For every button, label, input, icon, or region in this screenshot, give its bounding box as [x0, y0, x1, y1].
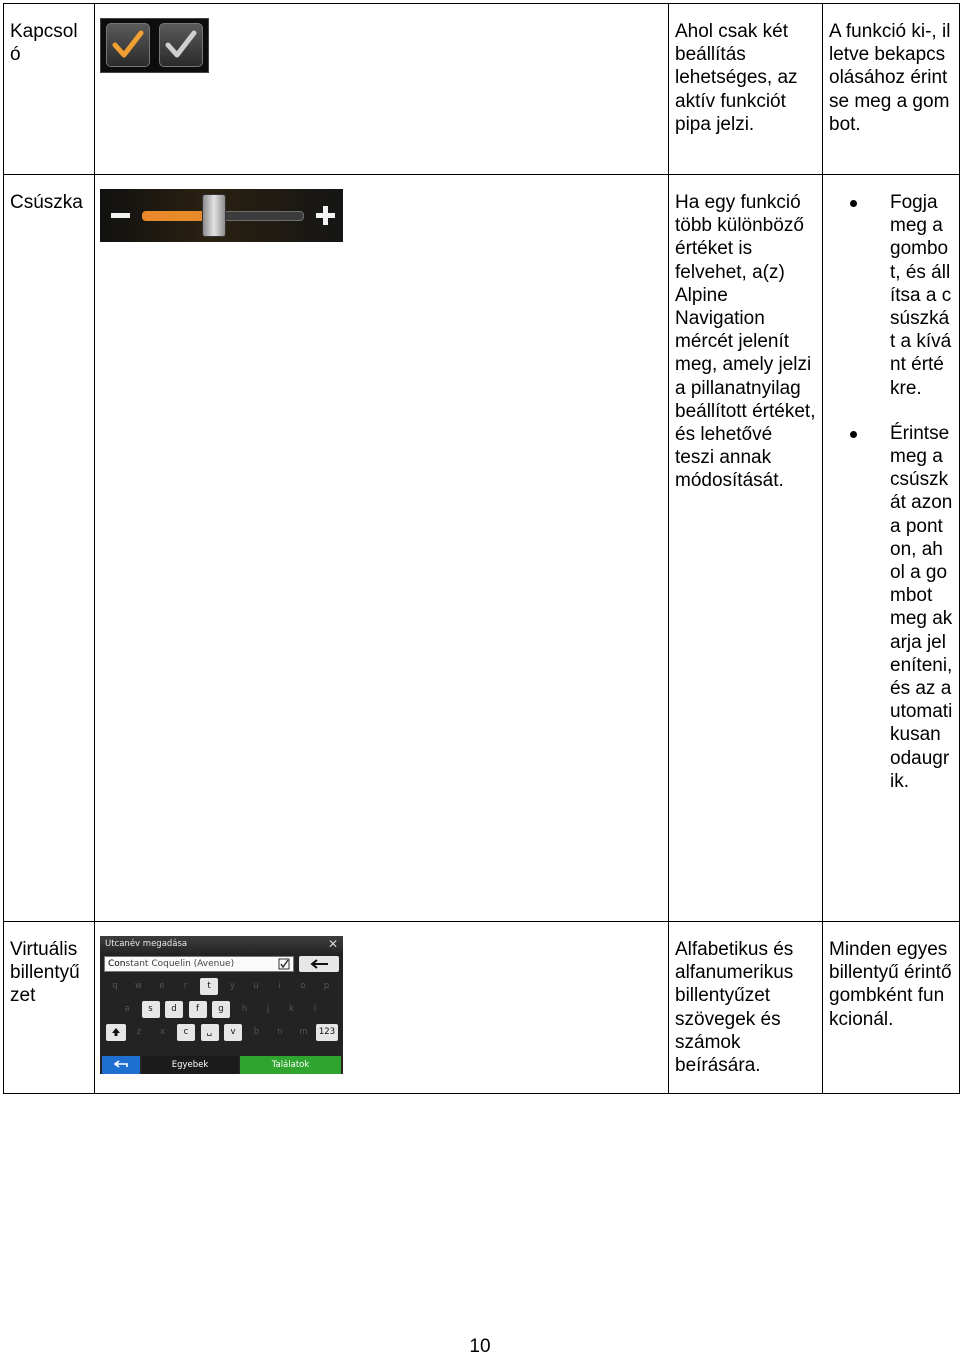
key-q[interactable]: q	[112, 981, 118, 991]
key-j[interactable]: j	[266, 1004, 270, 1014]
accept-check-icon[interactable]	[278, 958, 290, 970]
other-button[interactable]: Egyebek	[142, 1056, 238, 1074]
typed-text: Con	[108, 959, 126, 969]
backspace-arrow-icon	[309, 959, 329, 969]
shift-key[interactable]	[106, 1024, 126, 1041]
back-button[interactable]	[102, 1056, 140, 1074]
key-a[interactable]: a	[124, 1004, 130, 1014]
keyboard-title: Utcanév megadása	[100, 936, 343, 953]
key-t[interactable]: t	[200, 978, 218, 995]
back-arrow-icon	[113, 1060, 129, 1070]
key-r[interactable]: r	[183, 981, 188, 991]
toggle-checkbox-pair[interactable]	[100, 18, 209, 73]
table-row-toggle	[4, 4, 960, 175]
page-number: 10	[469, 1336, 491, 1357]
usage-bullet: Érintse meg a csúszkát azon a ponton, ahol a gombot meg akarja jeleníteni, és az automatikusan odaugrik.	[829, 422, 953, 793]
minus-icon[interactable]	[111, 213, 130, 218]
control-name: Virtuális billentyűzet	[4, 922, 95, 1094]
key-g[interactable]: g	[212, 1001, 230, 1018]
key-n[interactable]: n	[277, 1027, 283, 1037]
key-s[interactable]: s	[142, 1001, 160, 1018]
control-usage	[823, 175, 960, 922]
control-description: Ahol csak két beállítás lehetséges, az aktív funkciót pipa jelzi.	[669, 4, 823, 175]
checkbox-unchecked[interactable]	[159, 23, 203, 67]
key-o[interactable]: o	[300, 981, 306, 991]
street-input-text	[108, 957, 234, 971]
checkbox-checked[interactable]	[106, 23, 150, 67]
key-m[interactable]: m	[299, 1027, 308, 1037]
key-v[interactable]: v	[224, 1024, 242, 1041]
street-input[interactable]	[104, 956, 294, 972]
toggle-image-cell	[95, 4, 669, 175]
control-name: Kapcsoló	[4, 4, 95, 175]
key-d[interactable]: d	[165, 1001, 183, 1018]
table-row-keyboard	[4, 922, 960, 1094]
key-b[interactable]: b	[253, 1027, 260, 1037]
plus-icon-vertical	[323, 206, 328, 225]
close-icon[interactable]: ✕	[327, 937, 338, 951]
table-row-slider	[4, 175, 960, 922]
control-description: Ha egy funkció több különböző értéket is felvehet, a(z) Alpine Navigation mércét jelenít meg, amely jelzi a pillanatnyilag beállított értéket, és lehetővé teszi annak módosítását.	[669, 175, 823, 922]
suggested-text: stant Coquelin (Avenue)	[125, 959, 235, 969]
usage-bullet: Fogja meg a gombot, és állítsa a csúszkát a kívánt értékre.	[829, 191, 953, 400]
virtual-keyboard	[100, 936, 343, 1074]
key-k[interactable]: k	[289, 1004, 294, 1014]
controls-table	[3, 3, 960, 1094]
control-name: Csúszka	[4, 175, 95, 922]
keyboard-bottom-bar	[100, 1056, 343, 1074]
key-space[interactable]: ␣	[201, 1024, 219, 1041]
usage-bullet-list	[829, 191, 953, 793]
key-p[interactable]: p	[323, 981, 330, 991]
key-w[interactable]: w	[135, 981, 142, 991]
backspace-button[interactable]	[299, 956, 339, 972]
key-e[interactable]: e	[159, 981, 165, 991]
results-button[interactable]: Találatok	[240, 1056, 341, 1074]
control-description: Alfabetikus és alfanumerikus billentyűzet szövegek és számok beírására.	[669, 922, 823, 1094]
control-usage: A funkció ki-, illetve bekapcsolásához érintse meg a gombot.	[823, 4, 960, 175]
slider-image-cell	[95, 175, 669, 922]
key-y[interactable]: y	[229, 981, 236, 991]
key-i[interactable]: i	[278, 981, 281, 991]
key-u[interactable]: u	[253, 981, 259, 991]
key-x[interactable]: x	[159, 1027, 166, 1037]
shift-arrow-icon	[111, 1027, 121, 1037]
key-h[interactable]: h	[241, 1004, 248, 1014]
numeric-key[interactable]: 123	[316, 1024, 338, 1041]
key-l[interactable]: l	[313, 1004, 317, 1014]
slider-handle[interactable]	[202, 194, 226, 237]
slider-widget[interactable]	[100, 189, 343, 242]
control-usage: Minden egyes billentyű érintőgombként funkcionál.	[823, 922, 960, 1094]
checkmark-orange-icon	[111, 28, 145, 62]
keyboard-image-cell	[95, 922, 669, 1094]
key-c[interactable]: c	[177, 1024, 195, 1041]
checkmark-grey-icon	[164, 28, 198, 62]
key-z[interactable]: z	[136, 1027, 142, 1037]
key-f[interactable]: f	[189, 1001, 207, 1018]
